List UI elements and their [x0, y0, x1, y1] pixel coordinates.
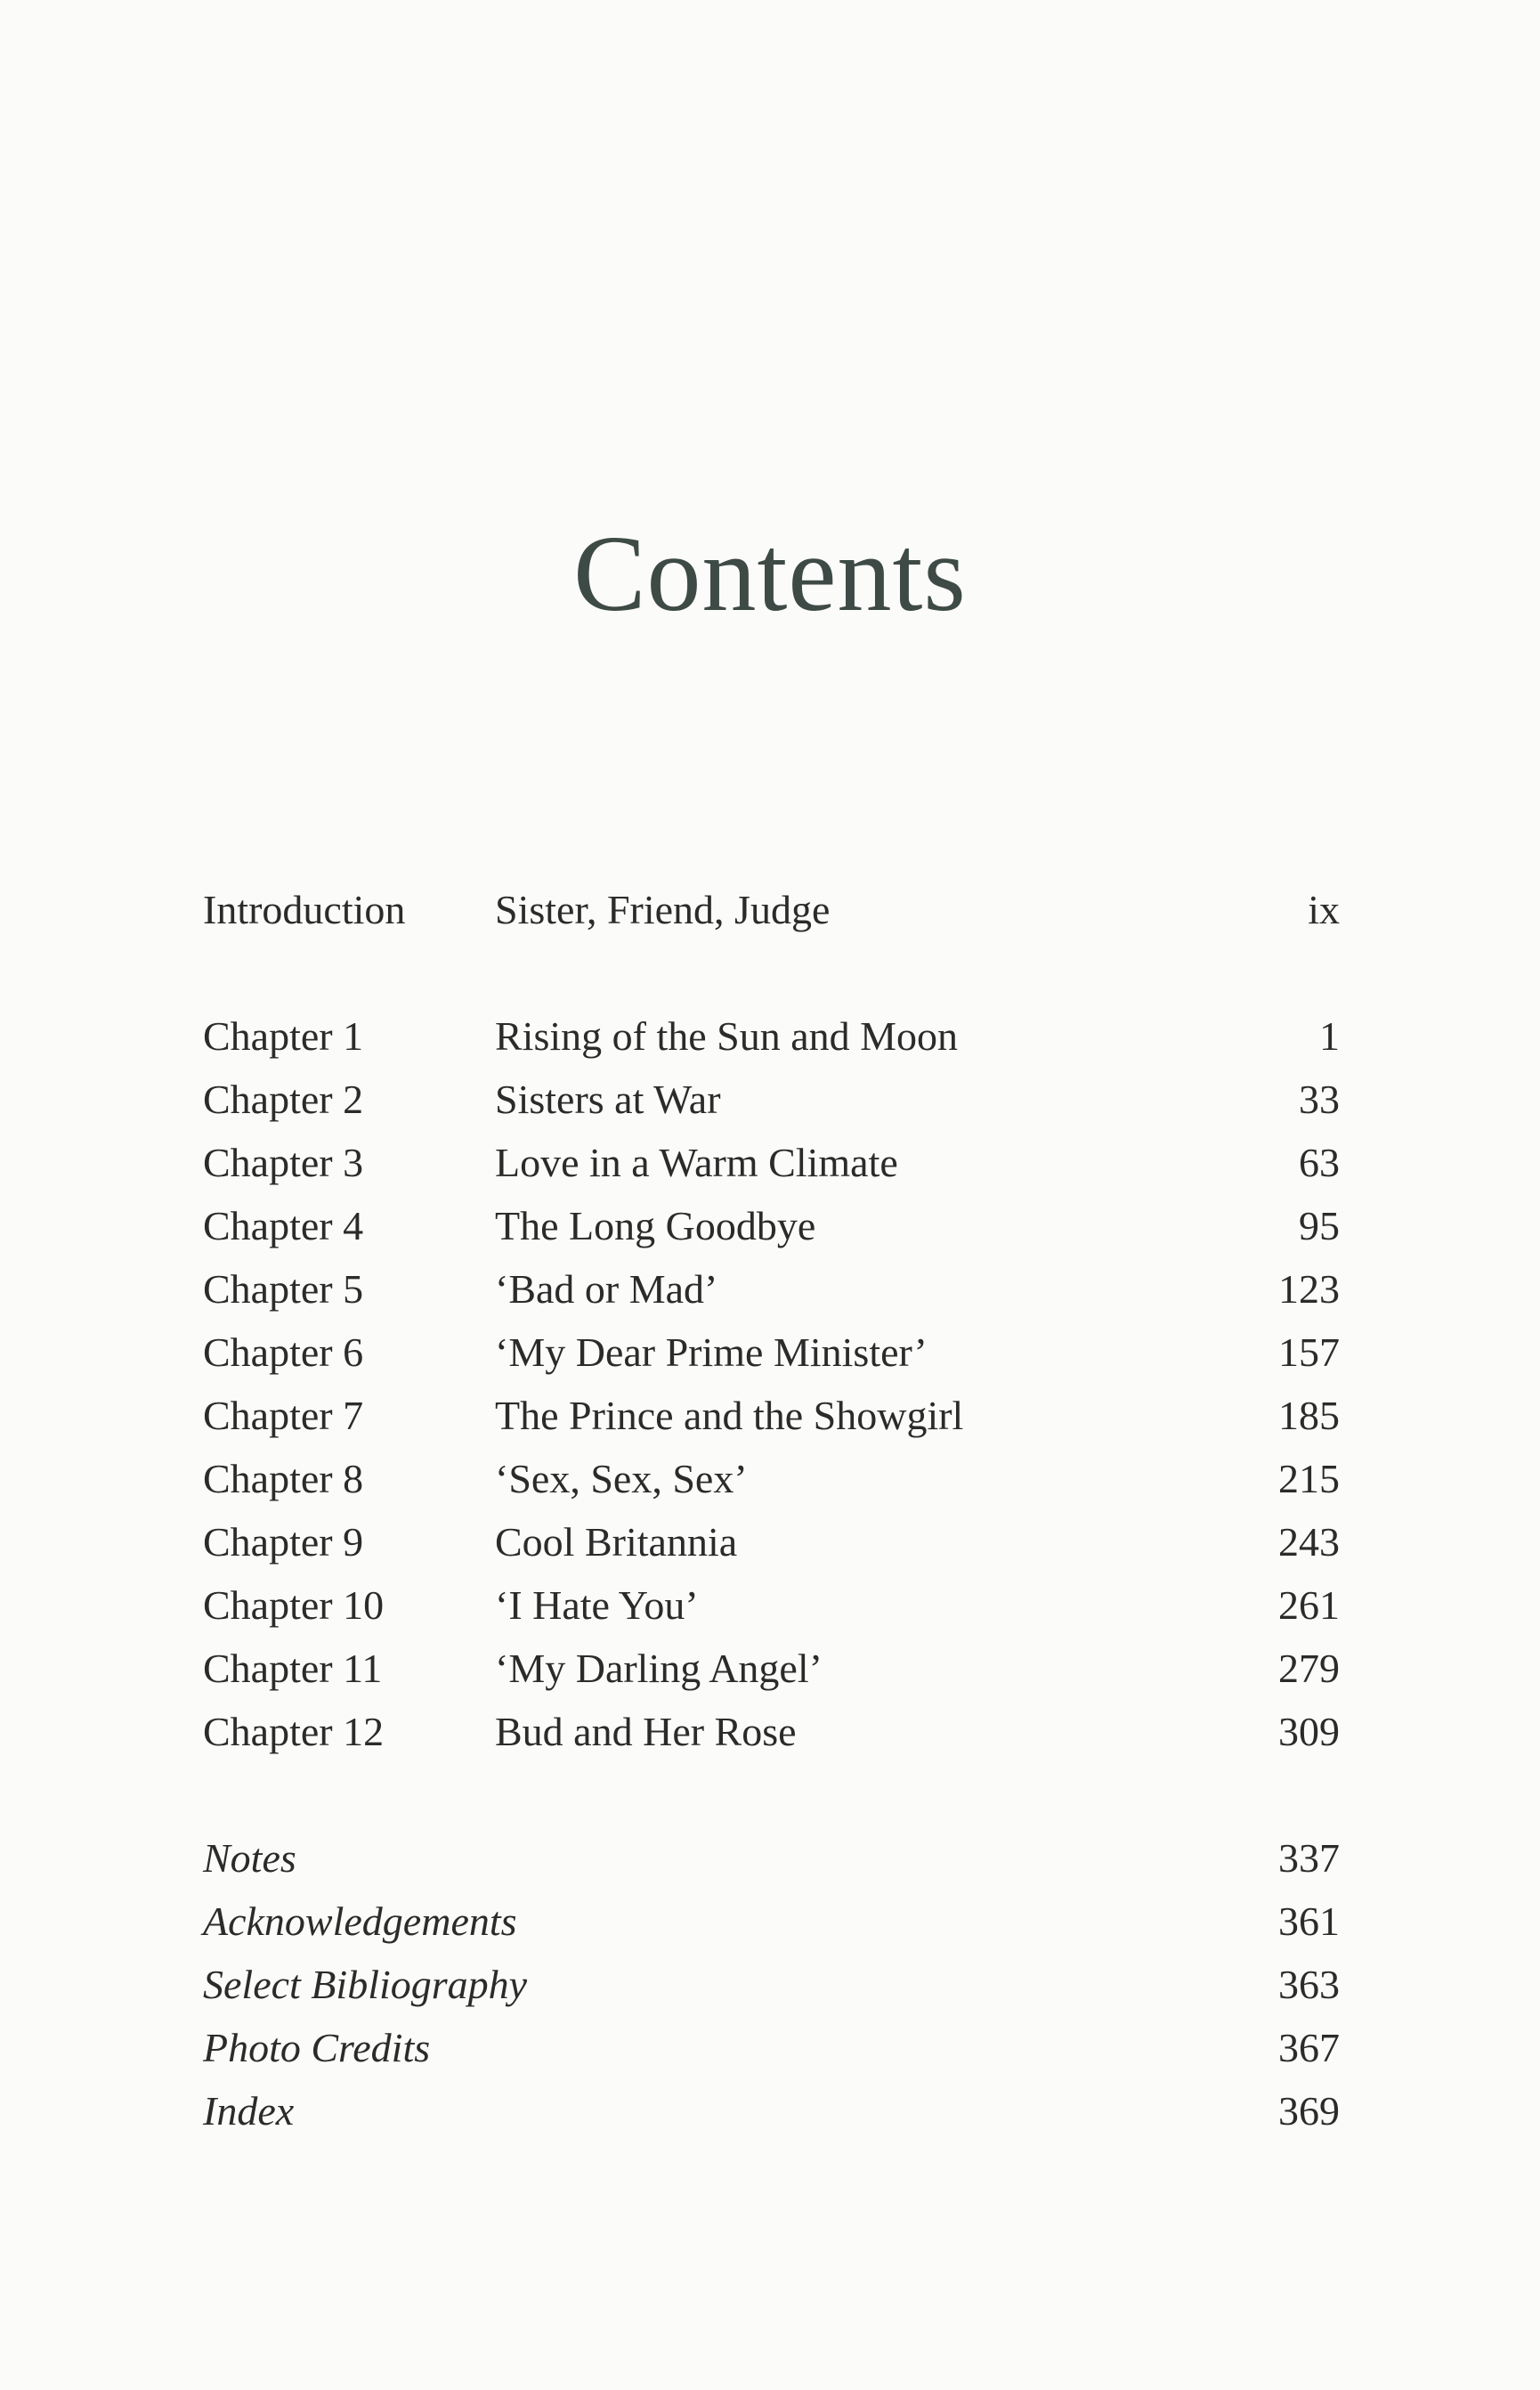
toc-page-number: 63 [1299, 1140, 1340, 1185]
toc-label: Chapter 4 [203, 1203, 364, 1248]
toc-label: Chapter 6 [203, 1329, 364, 1375]
toc-row-chapter [0, 1068, 1540, 1132]
toc-row-chapter [0, 1194, 1540, 1258]
toc-row-chapter [0, 1637, 1540, 1701]
toc-title: ‘My Darling Angel’ [495, 1646, 823, 1691]
toc-row-chapter [0, 1321, 1540, 1385]
toc-label: Chapter 5 [203, 1266, 364, 1312]
toc-label: Index [203, 2088, 295, 2134]
toc-label: Notes [203, 1835, 296, 1881]
toc-row-chapter [0, 1447, 1540, 1511]
toc-page-number: 363 [1278, 1962, 1340, 2007]
toc-row-chapter [0, 1573, 1540, 1638]
toc-row-chapter [0, 1700, 1540, 1764]
toc-label: Chapter 12 [203, 1709, 385, 1754]
toc-label: Chapter 8 [203, 1456, 364, 1501]
toc-page-number: 95 [1299, 1203, 1340, 1248]
toc-label: Chapter 7 [203, 1393, 364, 1438]
toc-label: Chapter 9 [203, 1519, 364, 1565]
toc-title: Cool Britannia [495, 1519, 738, 1565]
toc-row-chapter [0, 1257, 1540, 1321]
toc-page-number: 279 [1278, 1646, 1340, 1691]
toc-row-chapter [0, 1384, 1540, 1448]
toc-label: Select Bibliography [203, 1962, 528, 2007]
toc-row-chapter [0, 1004, 1540, 1069]
toc-page-number: 123 [1278, 1266, 1340, 1312]
page-title: Contents [573, 514, 967, 634]
toc-page-number: 157 [1278, 1329, 1340, 1375]
toc-label: Introduction [203, 887, 406, 932]
toc-row-introduction [0, 878, 1540, 942]
toc-page-number: ix [1308, 887, 1340, 932]
toc-title: ‘Bad or Mad’ [495, 1266, 718, 1312]
toc-page-number: 369 [1278, 2088, 1340, 2134]
toc-page-number: 1 [1319, 1013, 1340, 1059]
toc-title: ‘I Hate You’ [495, 1582, 699, 1628]
toc-row-back-matter [0, 1890, 1540, 1954]
toc-page-number: 33 [1299, 1077, 1340, 1122]
toc-label: Chapter 1 [203, 1013, 364, 1059]
toc-row-back-matter [0, 1826, 1540, 1890]
toc-label: Acknowledgements [203, 1898, 517, 1944]
toc-title: The Prince and the Showgirl [495, 1393, 964, 1438]
toc-page-number: 185 [1278, 1393, 1340, 1438]
toc-label: Chapter 10 [203, 1582, 385, 1628]
toc-page-number: 361 [1278, 1898, 1340, 1944]
toc-title: Sister, Friend, Judge [495, 887, 831, 932]
toc-title: The Long Goodbye [495, 1203, 816, 1248]
toc-row-back-matter [0, 2016, 1540, 2080]
toc-title: Bud and Her Rose [495, 1709, 797, 1754]
toc-title: Sisters at War [495, 1077, 721, 1122]
toc-row-chapter [0, 1510, 1540, 1574]
toc-page-number: 309 [1278, 1709, 1340, 1754]
toc-title: ‘Sex, Sex, Sex’ [495, 1456, 748, 1501]
toc-page-number: 337 [1278, 1835, 1340, 1881]
toc-page-number: 215 [1278, 1456, 1340, 1501]
toc-title: ‘My Dear Prime Minister’ [495, 1329, 928, 1375]
toc-label: Chapter 11 [203, 1646, 383, 1691]
toc-row-back-matter [0, 2079, 1540, 2143]
toc-page-number: 261 [1278, 1582, 1340, 1628]
toc-row-chapter [0, 1131, 1540, 1195]
toc-label: Photo Credits [203, 2025, 431, 2070]
toc-label: Chapter 3 [203, 1140, 364, 1185]
toc-row-back-matter [0, 1953, 1540, 2017]
toc-title: Love in a Warm Climate [495, 1140, 898, 1185]
toc-page-number: 243 [1278, 1519, 1340, 1565]
toc-page-number: 367 [1278, 2025, 1340, 2070]
toc-title: Rising of the Sun and Moon [495, 1013, 959, 1059]
toc-label: Chapter 2 [203, 1077, 364, 1122]
